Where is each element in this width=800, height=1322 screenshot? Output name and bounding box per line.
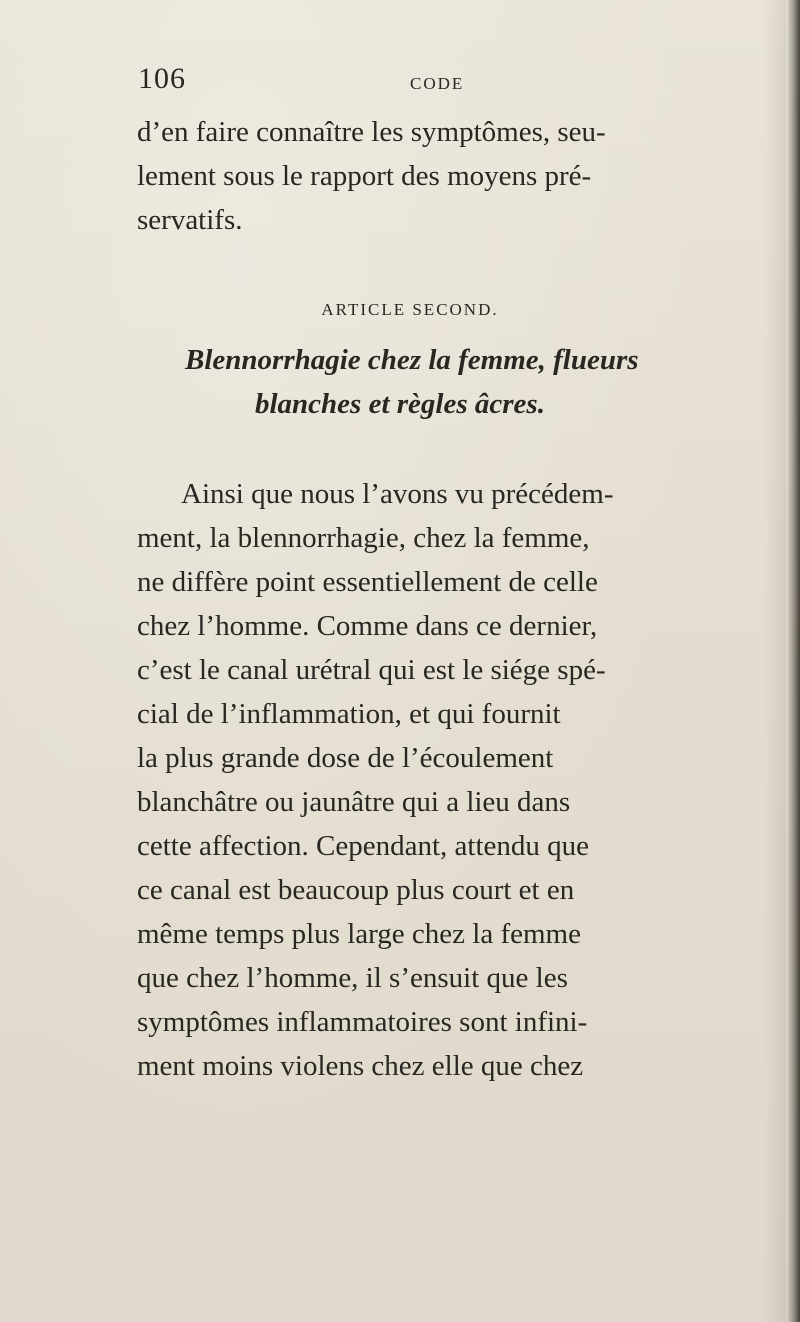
text-line: cette affection. Cependant, attendu que [137, 830, 589, 862]
text-line: ment, la blennorrhagie, chez la femme, [137, 522, 590, 554]
text-line: cial de l’inflammation, et qui fournit [137, 698, 561, 730]
text-line: symptômes inflammatoires sont infini- [137, 1006, 588, 1038]
article-heading [0, 300, 800, 320]
article-heading-text: ARTICLE SECOND. [321, 300, 499, 319]
section-title-line: Blennorrhagie chez la femme, flueurs [185, 344, 639, 376]
text-line: lement sous le rapport des moyens pré- [137, 160, 592, 192]
running-head: CODE [410, 74, 465, 93]
text-line: ce canal est beaucoup plus court et en [137, 874, 575, 906]
body-paragraph [137, 472, 753, 1088]
text-line: servatifs. [137, 204, 243, 236]
text-line: blanchâtre ou jaunâtre qui a lieu dans [137, 786, 571, 818]
text-line: même temps plus large chez la femme [137, 918, 581, 950]
page-gutter-shadow [764, 0, 786, 1322]
text-line: ment moins violens chez elle que chez [137, 1050, 584, 1082]
text-line: chez l’homme. Comme dans ce dernier, [137, 610, 598, 642]
section-title-line: blanches et règles âcres. [255, 388, 545, 420]
text-line: que chez l’homme, il s’ensuit que les [137, 962, 568, 994]
page-header [138, 62, 698, 102]
text-line: d’en faire connaître les symptômes, seu- [137, 116, 606, 148]
page-number: 106 [138, 62, 186, 95]
intro-paragraph [137, 110, 753, 242]
text-line: c’est le canal urétral qui est le siége spé- [137, 654, 606, 686]
text-line: la plus grande dose de l’écoulement [137, 742, 554, 774]
page-edge [786, 0, 800, 1322]
text-line: Ainsi que nous l’avons vu précédem- [181, 478, 614, 510]
text-line: ne diffère point essentiellement de celle [137, 566, 598, 598]
